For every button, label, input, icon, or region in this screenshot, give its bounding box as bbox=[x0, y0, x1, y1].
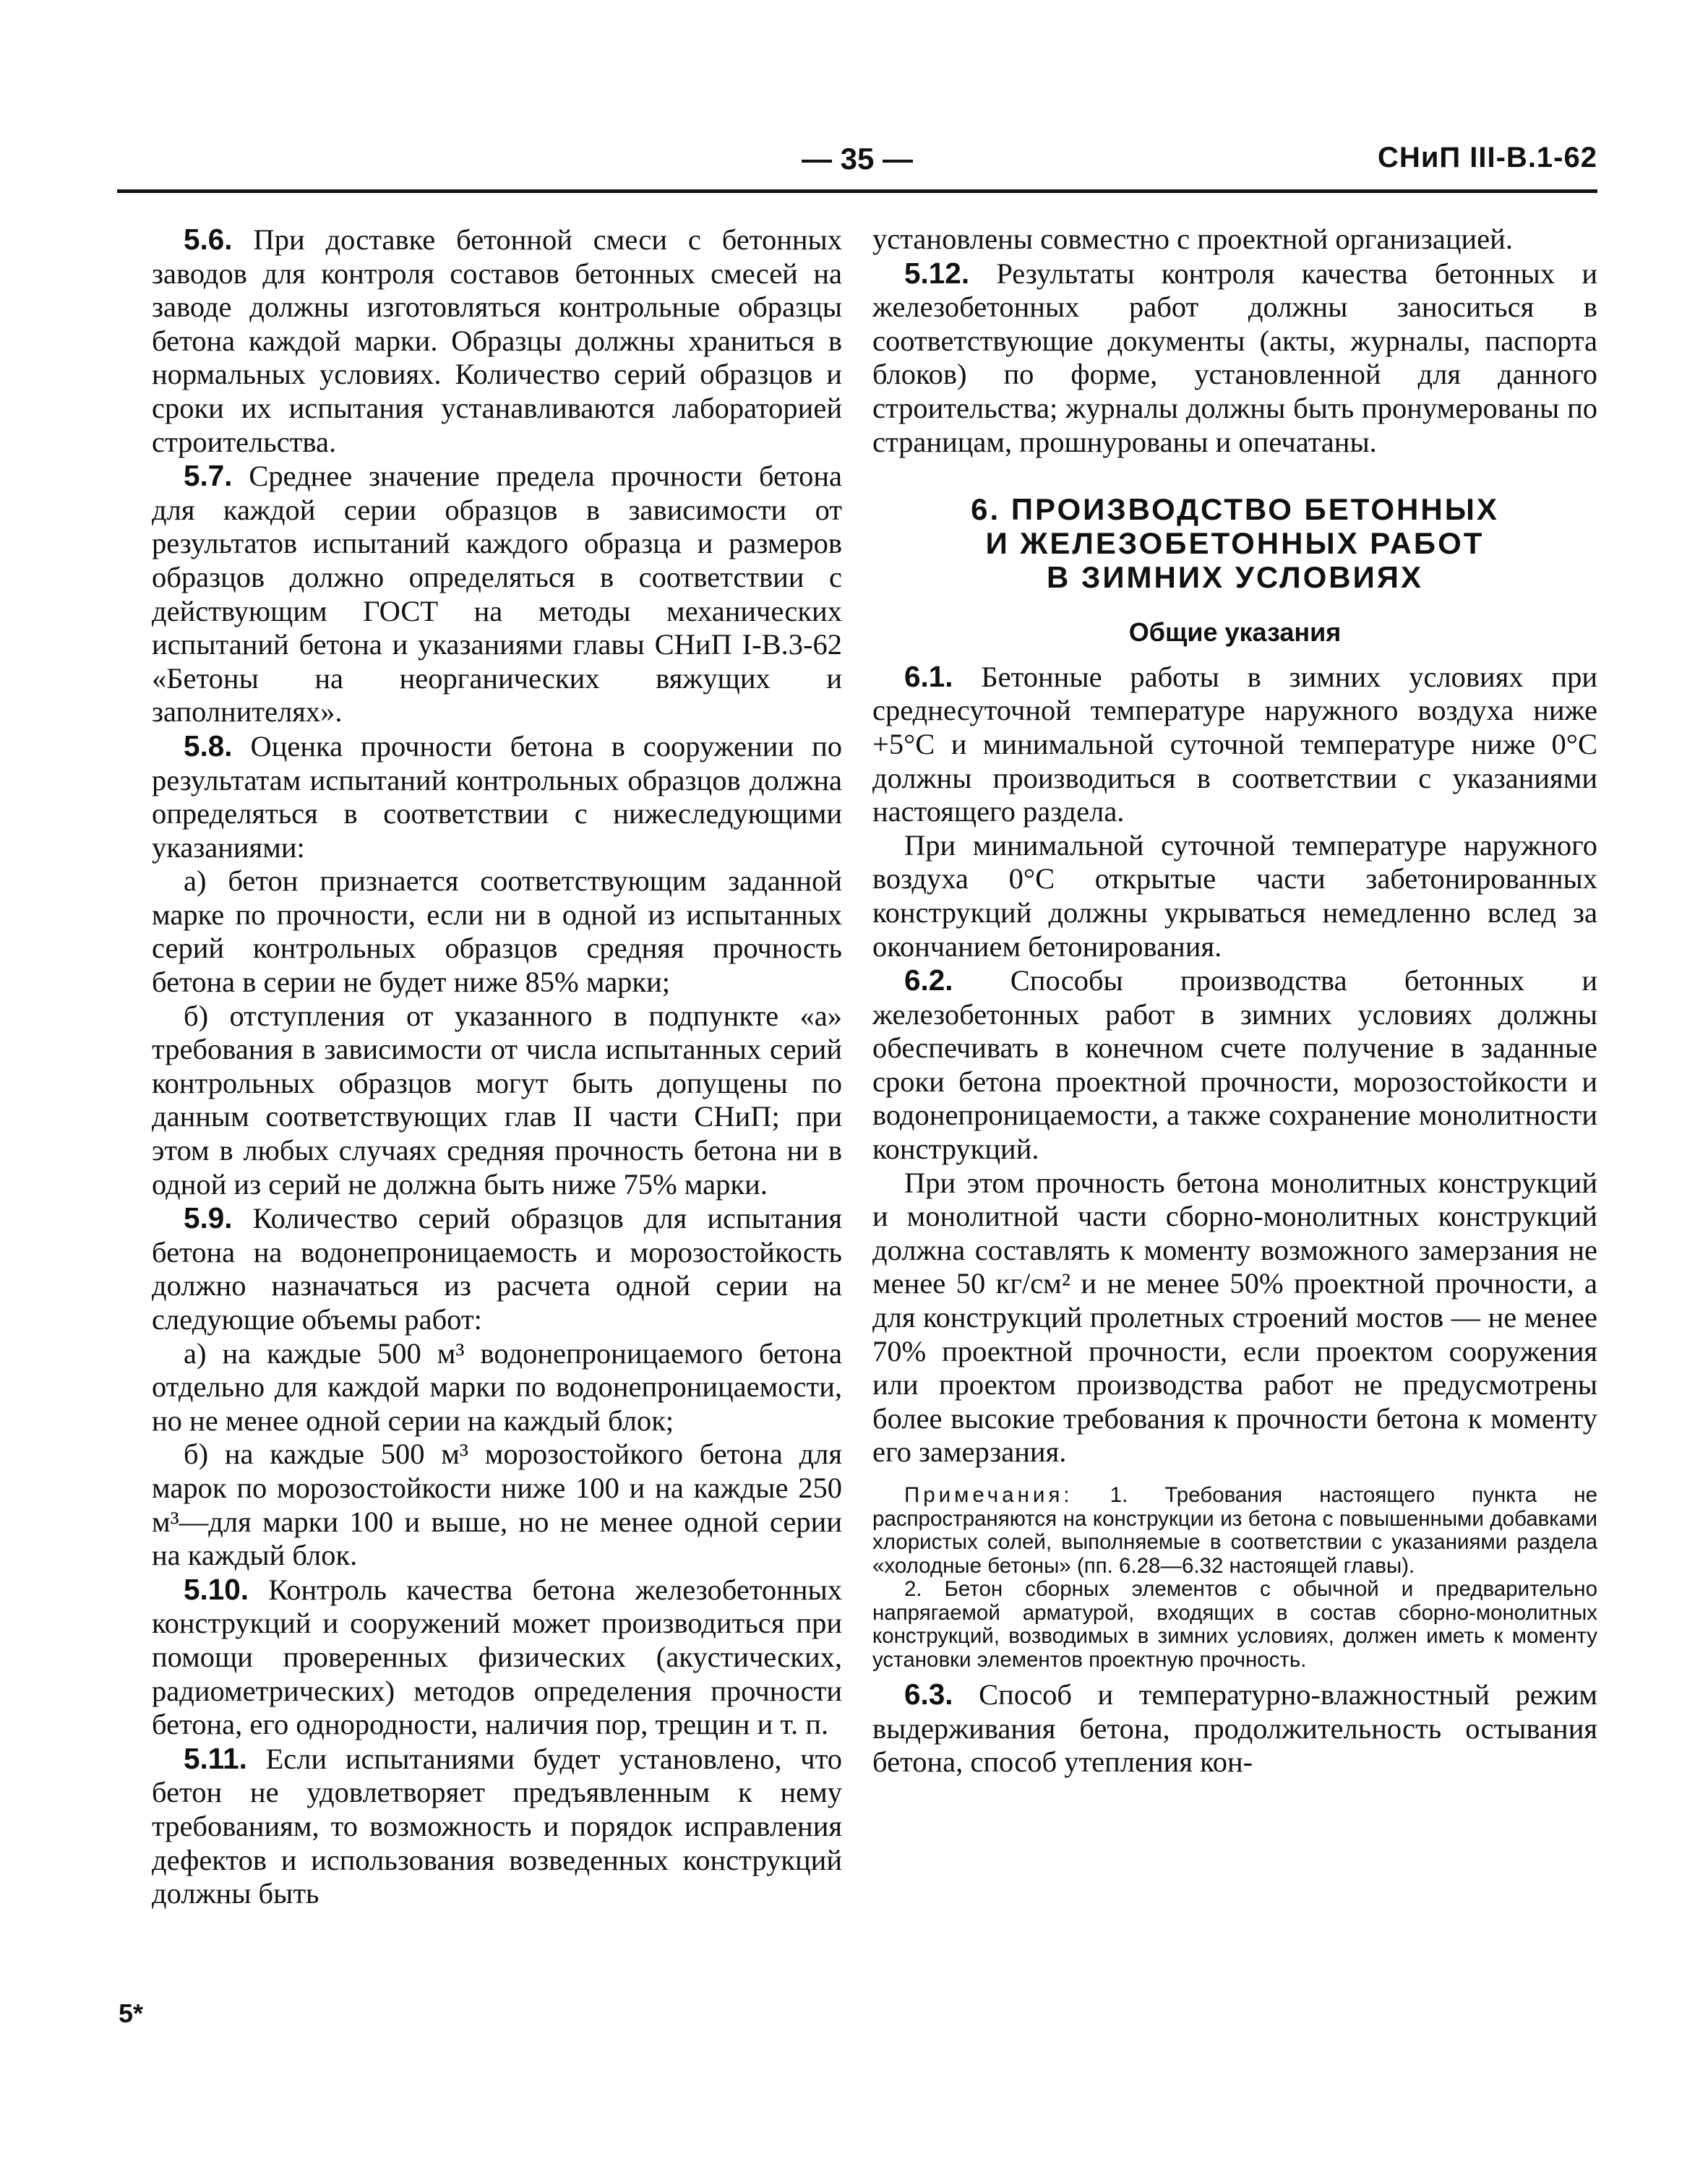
page-number: — 35 — bbox=[801, 142, 914, 176]
heading-line: 6. ПРОИЗВОДСТВО БЕТОННЫХ bbox=[971, 492, 1499, 527]
clause-text: Результаты контроля качества бетонных и железобетонных работ должны заноситься в соответствующие документы (акты, журналы, паспорта блоков) по форме, установленной для данного строительства; журналы должны быть пронумерованы по страницам, прошнурованы и опечатаны. bbox=[872, 257, 1597, 458]
clause-text: Оценка прочности бетона в сооружении по результатам испытаний контрольных образцов должна определяться в соответствии с нижеследующими указаниями: bbox=[152, 729, 842, 864]
clause-5-9-b: б) на каждые 500 м³ морозостойкого бетона для марок по морозостойкости ниже 100 и на каждые 250 м³—для марки 100 и выше, но не менее одной серии на каждый блок. bbox=[152, 1438, 842, 1572]
notes-label: Примечания: bbox=[904, 1483, 1073, 1507]
clause-text: Контроль качества бетона железобетонных конструкций и сооружений может производиться при помощи проверенных физических (акустических, радиометрических) методов определения прочности бетона, его однородности, наличия пор, трещин и т. п. bbox=[152, 1573, 842, 1741]
clause-number: 5.12. bbox=[904, 256, 970, 290]
clause-5-7 bbox=[152, 459, 842, 729]
clause-number: 6.2. bbox=[904, 963, 953, 997]
clause-5-9 bbox=[152, 1201, 842, 1336]
clause-5-8 bbox=[152, 729, 842, 864]
clause-5-12 bbox=[872, 257, 1597, 460]
note-text: 1. Требования настоящего пункта не распространяются на конструкции из бетона с повышенными добавками хлористых солей, выполняемые в соответствии с указаниями раздела «холодные бетоны» (пп. 6.28—6.32 настоящей главы). bbox=[872, 1483, 1597, 1578]
heading-line: В ЗИМНИХ УСЛОВИЯХ bbox=[1047, 560, 1423, 595]
right-column bbox=[872, 223, 1597, 1779]
header-rule bbox=[117, 189, 1597, 193]
clause-5-11-continuation: установлены совместно с проектной организацией. bbox=[872, 223, 1513, 255]
clause-text: Среднее значение предела прочности бетона для каждой серии образцов в зависимости от результатов испытаний каждого образца и размеров образцов должно определяться в соответствии с действующим ГОСТ на методы механических испытаний бетона и указаниями главы СНиП I-В.3-62 «Бетоны на неорганических вяжущих и заполнителях». bbox=[152, 460, 842, 729]
note-1 bbox=[872, 1484, 1597, 1578]
clause-number: 5.7. bbox=[184, 459, 233, 493]
clause-6-2-b: При этом прочность бетона монолитных конструкций и монолитной части сборно-монолитных конструкций должна составлять к моменту возможного замерзания не менее 50 кг/см² и не менее 50% проектной прочности, а для конструкций пролетных строений мостов — не менее 70% проектной прочности, если проектом сооружения или проектом производства работ не предусмотрены более высокие требования к прочности бетона к моменту его замерзания. bbox=[872, 1166, 1597, 1469]
clause-5-11 bbox=[152, 1742, 842, 1911]
left-column bbox=[152, 223, 842, 1911]
clause-number: 5.11. bbox=[184, 1741, 247, 1775]
clause-6-1 bbox=[872, 660, 1597, 829]
clause-5-8-a: а) бетон признается соответствующим заданной марке по прочности, если ни в одной из испытанных серий контрольных образцов средняя прочность бетона в серии не будет ниже 85% марки; bbox=[152, 864, 842, 999]
subheading-general: Общие указания bbox=[1128, 617, 1342, 648]
clause-text: При доставке бетонной смеси с бетонных заводов для контроля составов бетонных смесей на заводе должны изготовляться контрольные образцы бетона каждой марки. Образцы должны храниться в нормальных условиях. Количество серий образцов и сроки их испытания устанавливаются лабораторией строительства. bbox=[152, 223, 842, 458]
clause-number: 5.8. bbox=[184, 729, 233, 763]
clause-5-10 bbox=[152, 1573, 842, 1742]
clause-number: 5.10. bbox=[184, 1572, 249, 1606]
clause-text: Способ и температурно-влажностный режим выдерживания бетона, продолжительность остывания бетона, способ утепления кон- bbox=[872, 1678, 1597, 1779]
section-6-heading bbox=[872, 492, 1597, 594]
clause-text: Бетонные работы в зимних условиях при среднесуточной температуре наружного воздуха ниже +5°С и минимальной суточной температуре ниже 0°С должны производиться в соответствии с указаниями настоящего раздела. bbox=[872, 660, 1597, 828]
clause-text: Если испытаниями будет установлено, что бетон не удовлетворяет предъявленным к нему требованиям, то возможность и порядок исправления дефектов и использования возведенных конструкций должны быть bbox=[152, 1742, 842, 1910]
note-2: 2. Бетон сборных элементов с обычной и предварительно напрягаемой арматурой, входящих в состав сборно-монолитных конструкций, возводимых в зимних условиях, должен иметь к моменту установки элементов проектную прочность. bbox=[872, 1577, 1597, 1672]
clause-6-3 bbox=[872, 1678, 1597, 1779]
clause-text: Способы производства бетонных и железобетонных работ в зимних условиях должны обеспечивать в конечном счете получение в заданные сроки бетона проектной прочности, морозостойкости и водонепроницаемости, а также сохранение монолитности конструкций. bbox=[872, 964, 1597, 1166]
page-header bbox=[117, 142, 1597, 192]
clause-6-1-b: При минимальной суточной температуре наружного воздуха 0°С открытые части забетонированных конструкций должны укрываться немедленно вслед за окончанием бетонирования. bbox=[872, 828, 1597, 963]
clause-number: 6.3. bbox=[904, 1678, 953, 1711]
clause-5-9-a: а) на каждые 500 м³ водонепроницаемого бетона отдельно для каждой марки по водонепроницаемости, но не менее одной серии на каждый блок; bbox=[152, 1336, 842, 1437]
clause-number: 6.1. bbox=[904, 659, 953, 693]
heading-line: И ЖЕЛЕЗОБЕТОННЫХ РАБОТ bbox=[985, 526, 1485, 561]
document-reference: СНиП III-В.1-62 bbox=[1378, 142, 1597, 173]
notes-block bbox=[872, 1484, 1597, 1672]
clause-number: 5.6. bbox=[184, 223, 233, 256]
clause-6-2 bbox=[872, 963, 1597, 1167]
clause-5-6 bbox=[152, 223, 842, 459]
clause-text: Количество серий образцов для испытания бетона на водонепроницаемость и морозостойкость должно назначаться из расчета одной серии на следующие объемы работ: bbox=[152, 1202, 842, 1336]
clause-number: 5.9. bbox=[184, 1201, 233, 1235]
clause-5-8-b: б) отступления от указанного в подпункте «а» требования в зависимости от числа испытанных серий контрольных образцов могут быть допущены по данным соответствующих глав II части СНиП; при этом в любых случаях средняя прочность бетона ни в одной из серий не должна быть ниже 75% марки. bbox=[152, 999, 842, 1201]
signature-mark: 5* bbox=[119, 1998, 144, 2028]
